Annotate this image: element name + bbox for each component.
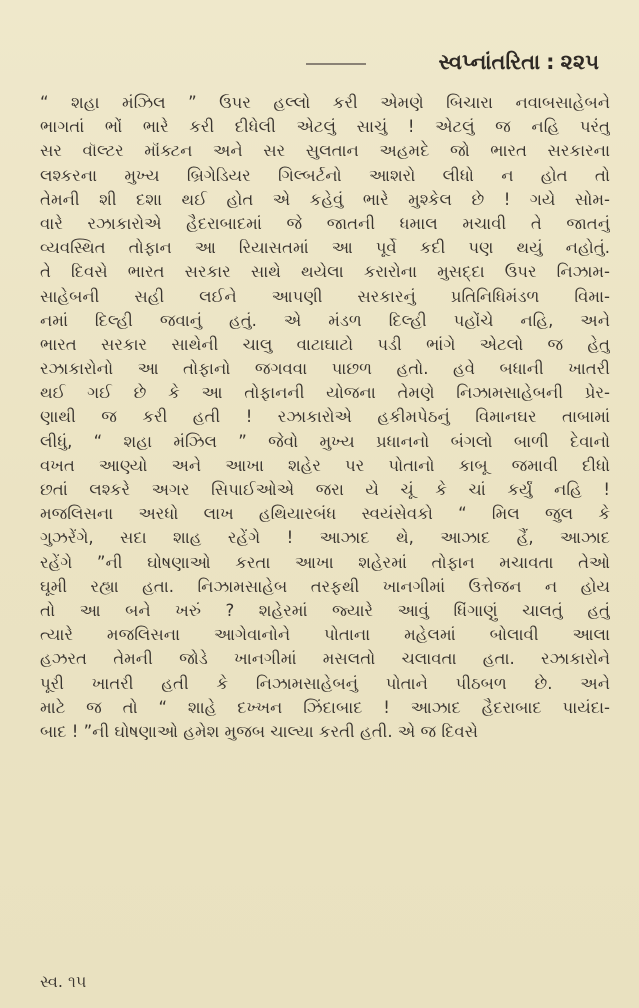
text-line: ભારત સરકાર સાથેની ચાલુ વાટાઘાટો પડી ભાંગે એટલો જ હેતુ <box>40 334 610 354</box>
text-line: લશ્કરના મુખ્ય બ્રિગેડિયર ગિલ્બર્ટનો આશરો લીધો ન હોત તો <box>40 165 610 185</box>
text-line: તે દિવસે ભારત સરકાર સાથે થયેલા કરારોના મુસદ્દા ઉપર નિઝામ- <box>40 262 610 282</box>
text-line: રહેંગે ”ની ઘોષણાઓ કરતા આખા શહેરમાં તોફાન મચાવતા તેઓ <box>40 552 610 572</box>
text-line: સાહેબની સહી લઈને આપણી સરકારનું પ્રતિનિધિમંડળ વિમા- <box>40 286 610 306</box>
text-line: ઘૂમી રહ્યા હતા. નિઝામસાહેબ તરફથી ખાનગીમાં ઉત્તેજન ન હોય <box>40 576 610 596</box>
text-line: પૂરી ખાતરી હતી કે નિઝામસાહેબનું પોતાને પીઠબળ છે. અને <box>40 673 610 693</box>
text-line: છતાં લશ્કરે અગર સિપાઈઓએ જરા યે ચૂં કે ચાં કર્યું નહિ ! <box>40 480 610 499</box>
page-number: ૨૨૫ <box>560 50 599 74</box>
text-line: તેમની શી દશા થઈ હોત એ કહેવું ભારે મુશ્કેલ છે ! ગયે સોમ- <box>40 189 610 209</box>
text-line: ગુઝરેંગે, સદા શાહ રહેંગે ! આઝાદ થે, આઝાદ હૈં, આઝાદ <box>40 528 610 548</box>
text-line: હઝરત તેમની જોડે ખાનગીમાં મસલતો ચલાવતા હતા. રઝાકારોને <box>40 649 610 669</box>
text-line: નમાં દિલ્હી જવાનું હતું. એ મંડળ દિલ્હી પહોંચે નહિ, અને <box>40 310 610 330</box>
body-text <box>40 91 610 744</box>
text-line: માટે જ તો “ શાહે દખ્ખન ઝિંદાબાદ ! આઝાદ હૈદરાબાદ પાયંદા- <box>40 697 610 717</box>
text-line: વારે રઝાકારોએ હૈદરાબાદમાં જે જાતની ધમાલ મચાવી તે જાતનું <box>40 213 610 233</box>
text-line: ભાગતાં ભોં ભારે કરી દીધેલી એટલું સાચું ! એટલું જ નહિ પરંતુ <box>40 117 610 137</box>
text-line: મજલિસના અરધો લાખ હથિયારબંધ સ્વયંસેવકો “ મિલ જુલ કે <box>40 504 610 524</box>
header-separator: : <box>546 50 555 74</box>
text-line: તો આ બને ખરું ? શહેરમાં જ્યારે આવું ધિંગાણું ચાલતું હતું <box>40 600 610 620</box>
running-title: સ્વપ્નાંતરિતા <box>438 50 541 74</box>
text-line: રઝાકારોનો આ તોફાનો જગવવા પાછળ હતો. હવે બધાની ખાતરી <box>40 359 610 379</box>
text-line: વખત આણ્યો અને આખા શહેર પર પોતાનો કાબૂ જમાવી દીધો <box>40 455 610 475</box>
signature-mark: સ્વ. ૧૫ <box>40 972 87 991</box>
text-line: સર વૉલ્ટર મૉંક્ટન અને સર સુલતાન અહમદે જો ભારત સરકારના <box>40 141 610 161</box>
text-line: “ શહા મંઝિલ ” ઉપર હલ્લો કરી એમણે બિચારા નવાબસાહેબને <box>40 93 610 112</box>
text-line: ણાથી જ કરી હતી ! રઝાકારોએ હકીમપેઠનું વિમાનઘર તાબામાં <box>40 407 610 427</box>
text-line: લીધું, “ શહા મંઝિલ ” જેવો મુખ્ય પ્રધાનનો બંગલો બાળી દેવાનો <box>40 431 610 451</box>
running-head <box>439 50 599 75</box>
header-rule <box>306 63 366 65</box>
text-line: થઈ ગઈ છે કે આ તોફાનની યોજના તેમણે નિઝામસાહેબની પ્રેર- <box>40 383 610 403</box>
text-line: ત્યારે મજલિસના આગેવાનોને પોતાના મહેલમાં બોલાવી આલા <box>40 625 610 645</box>
text-line: વ્યવસ્થિત તોફાન આ રિયાસતમાં આ પૂર્વે કદી પણ થયું નહોતું. <box>40 238 610 258</box>
text-line: બાદ ! ”ની ઘોષણાઓ હમેશ મુજબ ચાલ્યા કરતી હતી. એ જ દિવસે <box>40 721 478 741</box>
